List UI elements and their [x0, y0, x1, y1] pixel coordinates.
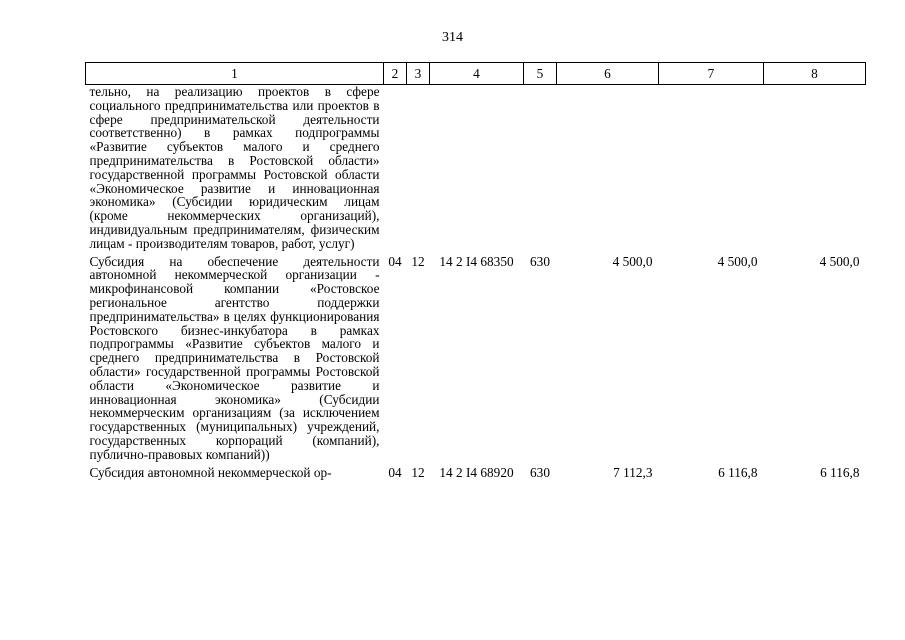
header-col-6: 6 — [557, 63, 659, 85]
row-target-article-code: 14 2 I4 68350 — [439, 253, 514, 269]
table-header — [86, 63, 866, 85]
header-row — [86, 63, 866, 85]
row-target-article-code: 14 2 I4 68920 — [439, 464, 514, 480]
row-description: Субсидия на обеспечение деятельности автономной некоммерческой организации - микрофинансовой компании «Ростовское региональное агентство поддержки предпринимательства» в целях функционирования Ростовского бизнес-инкубатора в рамках подпрограммы «Развитие субъектов малого и среднего предпринимательства в Ростовской области» государственной программы Ростовской области «Экономическое развитие и инновационная экономика» (Субсидии некоммерческим организациям (за исключением государственных (муниципальных) учреждений, государственных корпораций (компаний), публично-правовых компаний)) — [89, 253, 380, 462]
header-col-7: 7 — [659, 63, 764, 85]
row-subsection-code: 12 — [411, 253, 425, 269]
row-section-code: 04 — [388, 253, 402, 269]
row-description: тельно, на реализацию проектов в сфере социального предпринимательства или проектов в сфере предпринимательской деятельности соответственно) в рамках подпрограммы «Развитие субъектов малого и среднего предпринимательства в Ростовской области» государственной программы Ростовской области «Экономическое развитие и инновационная экономика» (Субсидии юридическим лицам (кроме некоммерческих организаций), индивидуальным предпринимателям, физическим лицам - производителям товаров, работ, услуг) — [89, 84, 380, 251]
header-col-1: 1 — [86, 63, 384, 85]
row-section-code: 04 — [388, 464, 402, 480]
page-number: 314 — [442, 30, 463, 45]
header-col-8: 8 — [764, 63, 866, 85]
row-amount-year-3 — [764, 85, 866, 251]
row-description: Субсидия автономной некоммерческой ор- — [89, 464, 332, 480]
row-amount-year-3: 4 500,0 — [819, 253, 860, 269]
budget-table — [85, 62, 866, 479]
row-subsection-code — [407, 85, 430, 251]
header-col-2: 2 — [384, 63, 407, 85]
table-row — [86, 85, 866, 251]
table-row — [86, 466, 866, 480]
row-amount-year-1 — [557, 85, 659, 251]
row-amount-year-2: 6 116,8 — [718, 464, 758, 480]
row-amount-year-1: 4 500,0 — [612, 253, 653, 269]
row-amount-year-2 — [659, 85, 764, 251]
row-expense-type-code: 630 — [530, 253, 550, 269]
row-expense-type-code — [524, 85, 557, 251]
header-col-5: 5 — [524, 63, 557, 85]
row-target-article-code — [430, 85, 524, 251]
row-amount-year-1: 7 112,3 — [613, 464, 653, 480]
row-section-code — [384, 85, 407, 251]
header-col-4: 4 — [430, 63, 524, 85]
row-amount-year-3: 6 116,8 — [820, 464, 860, 480]
table-row — [86, 255, 866, 462]
header-col-3: 3 — [407, 63, 430, 85]
row-subsection-code: 12 — [411, 464, 425, 480]
row-amount-year-2: 4 500,0 — [717, 253, 758, 269]
budget-table-container — [85, 62, 865, 479]
row-expense-type-code: 630 — [530, 464, 550, 480]
table-body — [86, 85, 866, 480]
